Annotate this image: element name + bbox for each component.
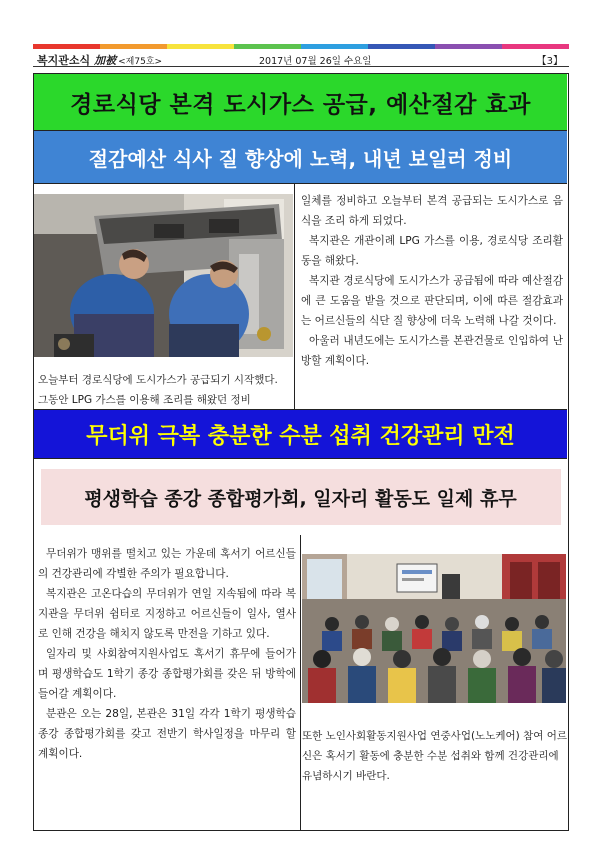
heat-paragraph-4: 분관은 오는 28일, 본관은 31일 각각 1학기 평생학습 종강 종합평가회를 갖고 전반기 학사일정을 마무리 할 계획이다. bbox=[38, 708, 296, 760]
edition-mark: 加被 bbox=[94, 54, 117, 67]
rainbow-strip bbox=[33, 44, 569, 49]
column-divider-1 bbox=[294, 184, 295, 409]
subheadline-budget: 절감예산 식사 질 향상에 노력, 내년 보일러 정비 bbox=[34, 130, 567, 184]
heat-paragraph-3: 일자리 및 사회참여지원사업도 혹서기 휴무에 들어가며 평생학습도 1학기 종강 종합평가회를 갖은 뒤 방학에 들어갈 계획이다. bbox=[38, 648, 296, 700]
classroom-photo bbox=[302, 554, 566, 703]
headline-gas-supply: 경로식당 본격 도시가스 공급, 예산절감 효과 bbox=[34, 74, 567, 130]
column-divider-2 bbox=[300, 535, 301, 830]
gas-paragraph-2: 복지관은 개관이례 LPG 가스를 이용, 경로식당 조리활동을 해왔다. bbox=[301, 235, 563, 267]
gas-paragraph-1: 일체를 정비하고 오늘부터 본격 공급되는 도시가스로 음식을 조리 하게 되었다. bbox=[301, 195, 563, 227]
subheadline-container bbox=[34, 459, 567, 535]
caption-line-2: 그동안 LPG 가스를 이용해 조리를 해왔던 정비 bbox=[38, 394, 251, 406]
gas-paragraph-3: 복지관 경로식당에 도시가스가 공급됨에 따라 예산절감에 큰 도움을 받을 것으로 판단되며, 이에 따른 절감효과는 어르신들의 식단 질 향상에 더욱 노력해 나갈 것이다. bbox=[301, 275, 563, 327]
issue-number: <제75호> bbox=[118, 57, 163, 67]
article-gas-body bbox=[301, 191, 563, 371]
article-heat-body bbox=[38, 544, 296, 764]
page-number: 【3】 bbox=[536, 56, 563, 67]
heat-paragraph-1: 무더위가 맹위를 떨치고 있는 가운데 혹서기 어르신들의 건강관리에 각별한 주의가 필요합니다. bbox=[38, 548, 296, 580]
subheadline-learning: 평생학습 종강 종합평가회, 일자리 활동도 일제 휴무 bbox=[41, 469, 561, 525]
issue-date: 2017년 07월 26일 수요일 bbox=[259, 56, 372, 67]
heat-paragraph-2: 복지관은 고온다습의 무더위가 연일 지속됨에 따라 복지관을 무더위 쉼터로 지정하고 어르신들이 일사, 열사로 인해 건강을 해치지 않도록 만전을 기하고 있다. bbox=[38, 588, 296, 640]
header-divider bbox=[33, 66, 569, 67]
headline-heat-health: 무더위 극복 충분한 수분 섭취 건강관리 만전 bbox=[34, 409, 567, 459]
gas-paragraph-4: 아울러 내년도에는 도시가스를 본관건물로 인입하여 난방할 계획이다. bbox=[301, 335, 563, 367]
article-frame bbox=[33, 73, 569, 831]
newsletter-name: 복지관소식 bbox=[37, 54, 91, 67]
photo-caption-2: 또한 노인사회활동지원사업 연중사업(노노케어) 참여 어르신은 혹서기 활동에 충분한 수분 섭취와 함께 건강관리에 유념하시기 바란다. bbox=[302, 730, 567, 782]
kitchen-repair-photo bbox=[34, 194, 293, 357]
photo-caption-1 bbox=[38, 370, 294, 410]
caption-line-1: 오늘부터 경로식당에 도시가스가 공급되기 시작했다. bbox=[38, 374, 278, 386]
